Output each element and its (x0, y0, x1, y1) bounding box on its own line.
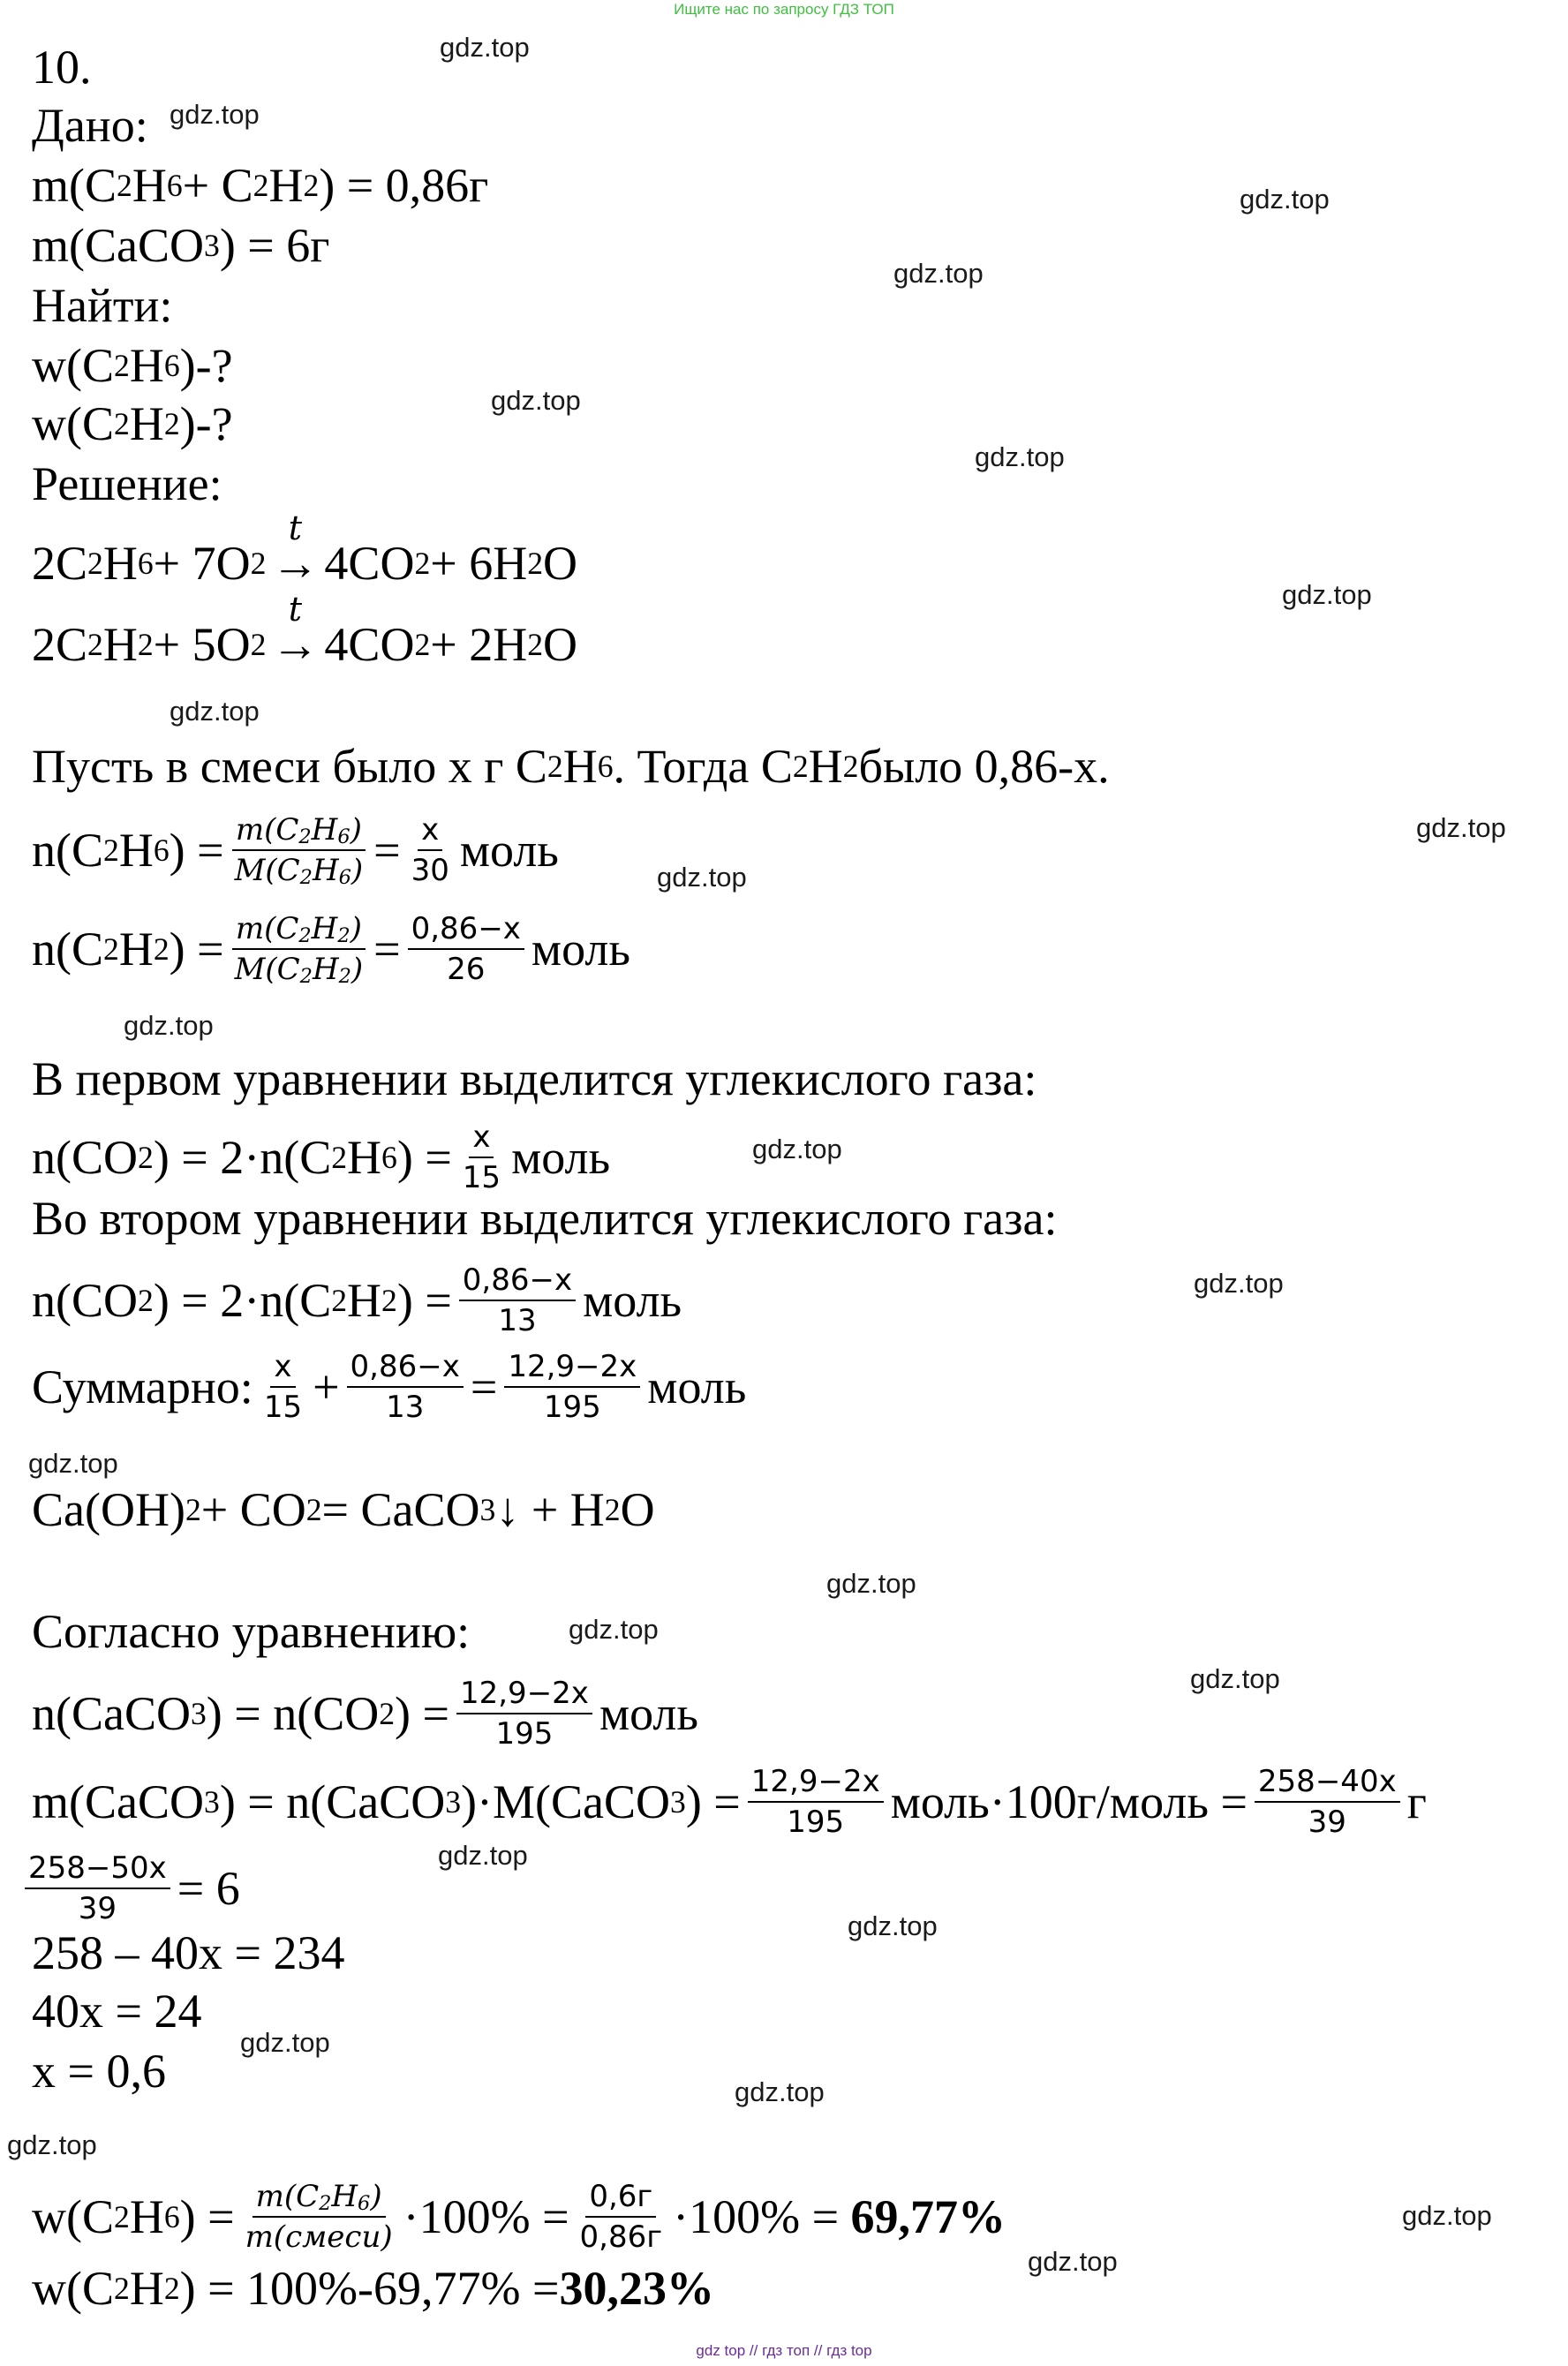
fraction: $\frac{0,86-х}{13}$ (459, 1261, 576, 1340)
find-w-c2h6: w(C 2 H 6 )-? (32, 339, 233, 392)
given-caco3-mass: m(CaCO 3 ) = 6г (32, 219, 330, 272)
reaction-acetylene-combustion: 2C 2 H 2 + 5O 2 t → 4CO 2 + 2H 2 O (32, 590, 578, 671)
watermark: gdz.top (1402, 2200, 1492, 2231)
fraction: $\frac{x}{30}$ (411, 812, 449, 888)
n-c2h6-formula: n(C 2 H 6 ) = $\frac{m(C_2H_6)}{M(C_2H_6)}$ = $\frac{x}{30}$ моль (32, 812, 559, 890)
reaction-lime-water: Ca(OH) 2 + CO 2 = CaCO 3 ↓ + H 2 O (32, 1483, 655, 1536)
fraction: $\frac{12,9-2х}{195}$ (456, 1674, 592, 1753)
fraction: $\frac{258-40х}{39}$ (1255, 1762, 1400, 1842)
watermark: gdz.top (848, 1910, 938, 1941)
n-c2h2-formula: n(C 2 H 2 ) = $\frac{m(C_2H_2)}{M(C_2H_2)}$ = $\frac{0,86-х}{26}$ моль (32, 911, 630, 989)
step-3: х = 0,6 (32, 2045, 166, 2098)
watermark: gdz.top (7, 2129, 97, 2160)
watermark: gdz.top (1194, 1268, 1284, 1299)
answer-w-c2h2: 30,23% (559, 2262, 714, 2315)
watermark: gdz.top (170, 99, 260, 130)
fraction: $\frac{0,6г}{0,86г}$ (579, 2179, 663, 2255)
find-w-c2h2: w(C 2 H 2 )-? (32, 397, 233, 450)
fraction: $\frac{m(C_2H_6)}{\text{m(смеси)}}$ (245, 2179, 393, 2255)
problem-number: 10. (32, 41, 92, 94)
watermark: gdz.top (1190, 1663, 1280, 1694)
fraction: $\frac{x}{15}$ (462, 1119, 501, 1195)
equation-equals-6: $\frac{258-50х}{39}$ = 6 (25, 1849, 240, 1928)
fraction: $\frac{m(C_2H_6)}{M(C_2H_6)}$ (231, 810, 367, 890)
bottom-banner: gdz top // гдз топ // гдз top (696, 2342, 872, 2359)
watermark: gdz.top (826, 1568, 916, 1599)
second-equation-text: Во втором уравнении выделится углекислого газа: (32, 1192, 1058, 1245)
watermark: gdz.top (438, 1840, 528, 1871)
let-statement: Пусть в смеси было х г C 2 H 6 . Тогда C 2 H 2 было 0,86-х. (32, 740, 1110, 793)
watermark: gdz.top (491, 385, 581, 416)
n-co2-first: n(CO 2 ) = 2·n(C 2 H 6 ) = $\frac{x}{15}$ моль (32, 1119, 611, 1195)
n-caco3: n(CaCO 3 ) = n(CO 2 ) = $\frac{12,9-2х}{195}$ моль (32, 1676, 698, 1752)
n-co2-second: n(CO 2 ) = 2·n(C 2 H 2 ) = $\frac{0,86-х}{13}$ моль (32, 1262, 682, 1338)
watermark: gdz.top (170, 696, 260, 727)
watermark: gdz.top (657, 862, 747, 893)
according-text: Согласно уравнению: (32, 1605, 471, 1658)
watermark: gdz.top (752, 1134, 842, 1164)
fraction: $\frac{12,9-2х}{195}$ (504, 1347, 640, 1427)
w-c2h6-answer: w(C 2 H 6 ) = $\frac{m(C_2H_6)}{\text{m(смеси)}}$ ·100% = $\frac{0,6г}{0,86г}$ ·100% = 69,77% (32, 2179, 1006, 2255)
watermark: gdz.top (240, 2027, 330, 2058)
w-c2h2-answer: w(C 2 H 2 ) = 100%-69,77% = 30,23% (32, 2262, 714, 2315)
watermark: gdz.top (735, 2076, 825, 2107)
fraction: $\frac{0,86-х}{13}$ (347, 1347, 464, 1427)
step-1: 258 – 40х = 234 (32, 1926, 345, 1979)
answer-w-c2h6: 69,77% (850, 2190, 1006, 2243)
step-2: 40х = 24 (32, 1985, 202, 2038)
watermark: gdz.top (569, 1614, 659, 1645)
fraction: $\frac{m(C_2H_2)}{M(C_2H_2)}$ (231, 909, 367, 989)
watermark: gdz.top (1240, 184, 1330, 215)
watermark: gdz.top (975, 441, 1065, 472)
arrow-icon: t → (271, 590, 320, 671)
given-label: Дано: (32, 99, 148, 152)
find-label: Найти: (32, 279, 173, 332)
first-equation-text: В первом уравнении выделится углекислого газа: (32, 1052, 1037, 1105)
given-mix-mass: m(C 2 H 6 + C 2 H 2 ) = 0,86г (32, 159, 489, 212)
watermark: gdz.top (893, 258, 984, 289)
fraction: $\frac{258-50х}{39}$ (25, 1849, 170, 1928)
watermark: gdz.top (28, 1448, 118, 1479)
watermark: gdz.top (124, 1010, 214, 1041)
fraction: $\frac{12,9-2х}{195}$ (748, 1762, 884, 1842)
solution-label: Решение: (32, 457, 222, 510)
arrow-icon: t → (271, 509, 320, 590)
watermark: gdz.top (1416, 812, 1506, 843)
watermark: gdz.top (440, 32, 530, 63)
fraction: $\frac{х}{15}$ (263, 1349, 303, 1425)
reaction-ethane-combustion: 2C 2 H 6 + 7O 2 t → 4CO 2 + 6H 2 O (32, 509, 578, 590)
total-co2: Суммарно: $\frac{х}{15}$ + $\frac{0,86-х}{13}$ = $\frac{12,9-2х}{195}$ моль (32, 1349, 747, 1425)
watermark: gdz.top (1028, 2246, 1118, 2277)
fraction: $\frac{0,86-х}{26}$ (408, 909, 524, 989)
top-banner: Ищите нас по запросу ГДЗ ТОП (674, 1, 894, 18)
m-caco3: m(CaCO 3 ) = n(CaCO 3 )·M(CaCO 3 ) = $\frac{12,9-2х}{195}$ моль ·100г/ моль = $\frac{258-40х}{39}$ г (32, 1764, 1427, 1840)
watermark: gdz.top (1282, 579, 1372, 610)
